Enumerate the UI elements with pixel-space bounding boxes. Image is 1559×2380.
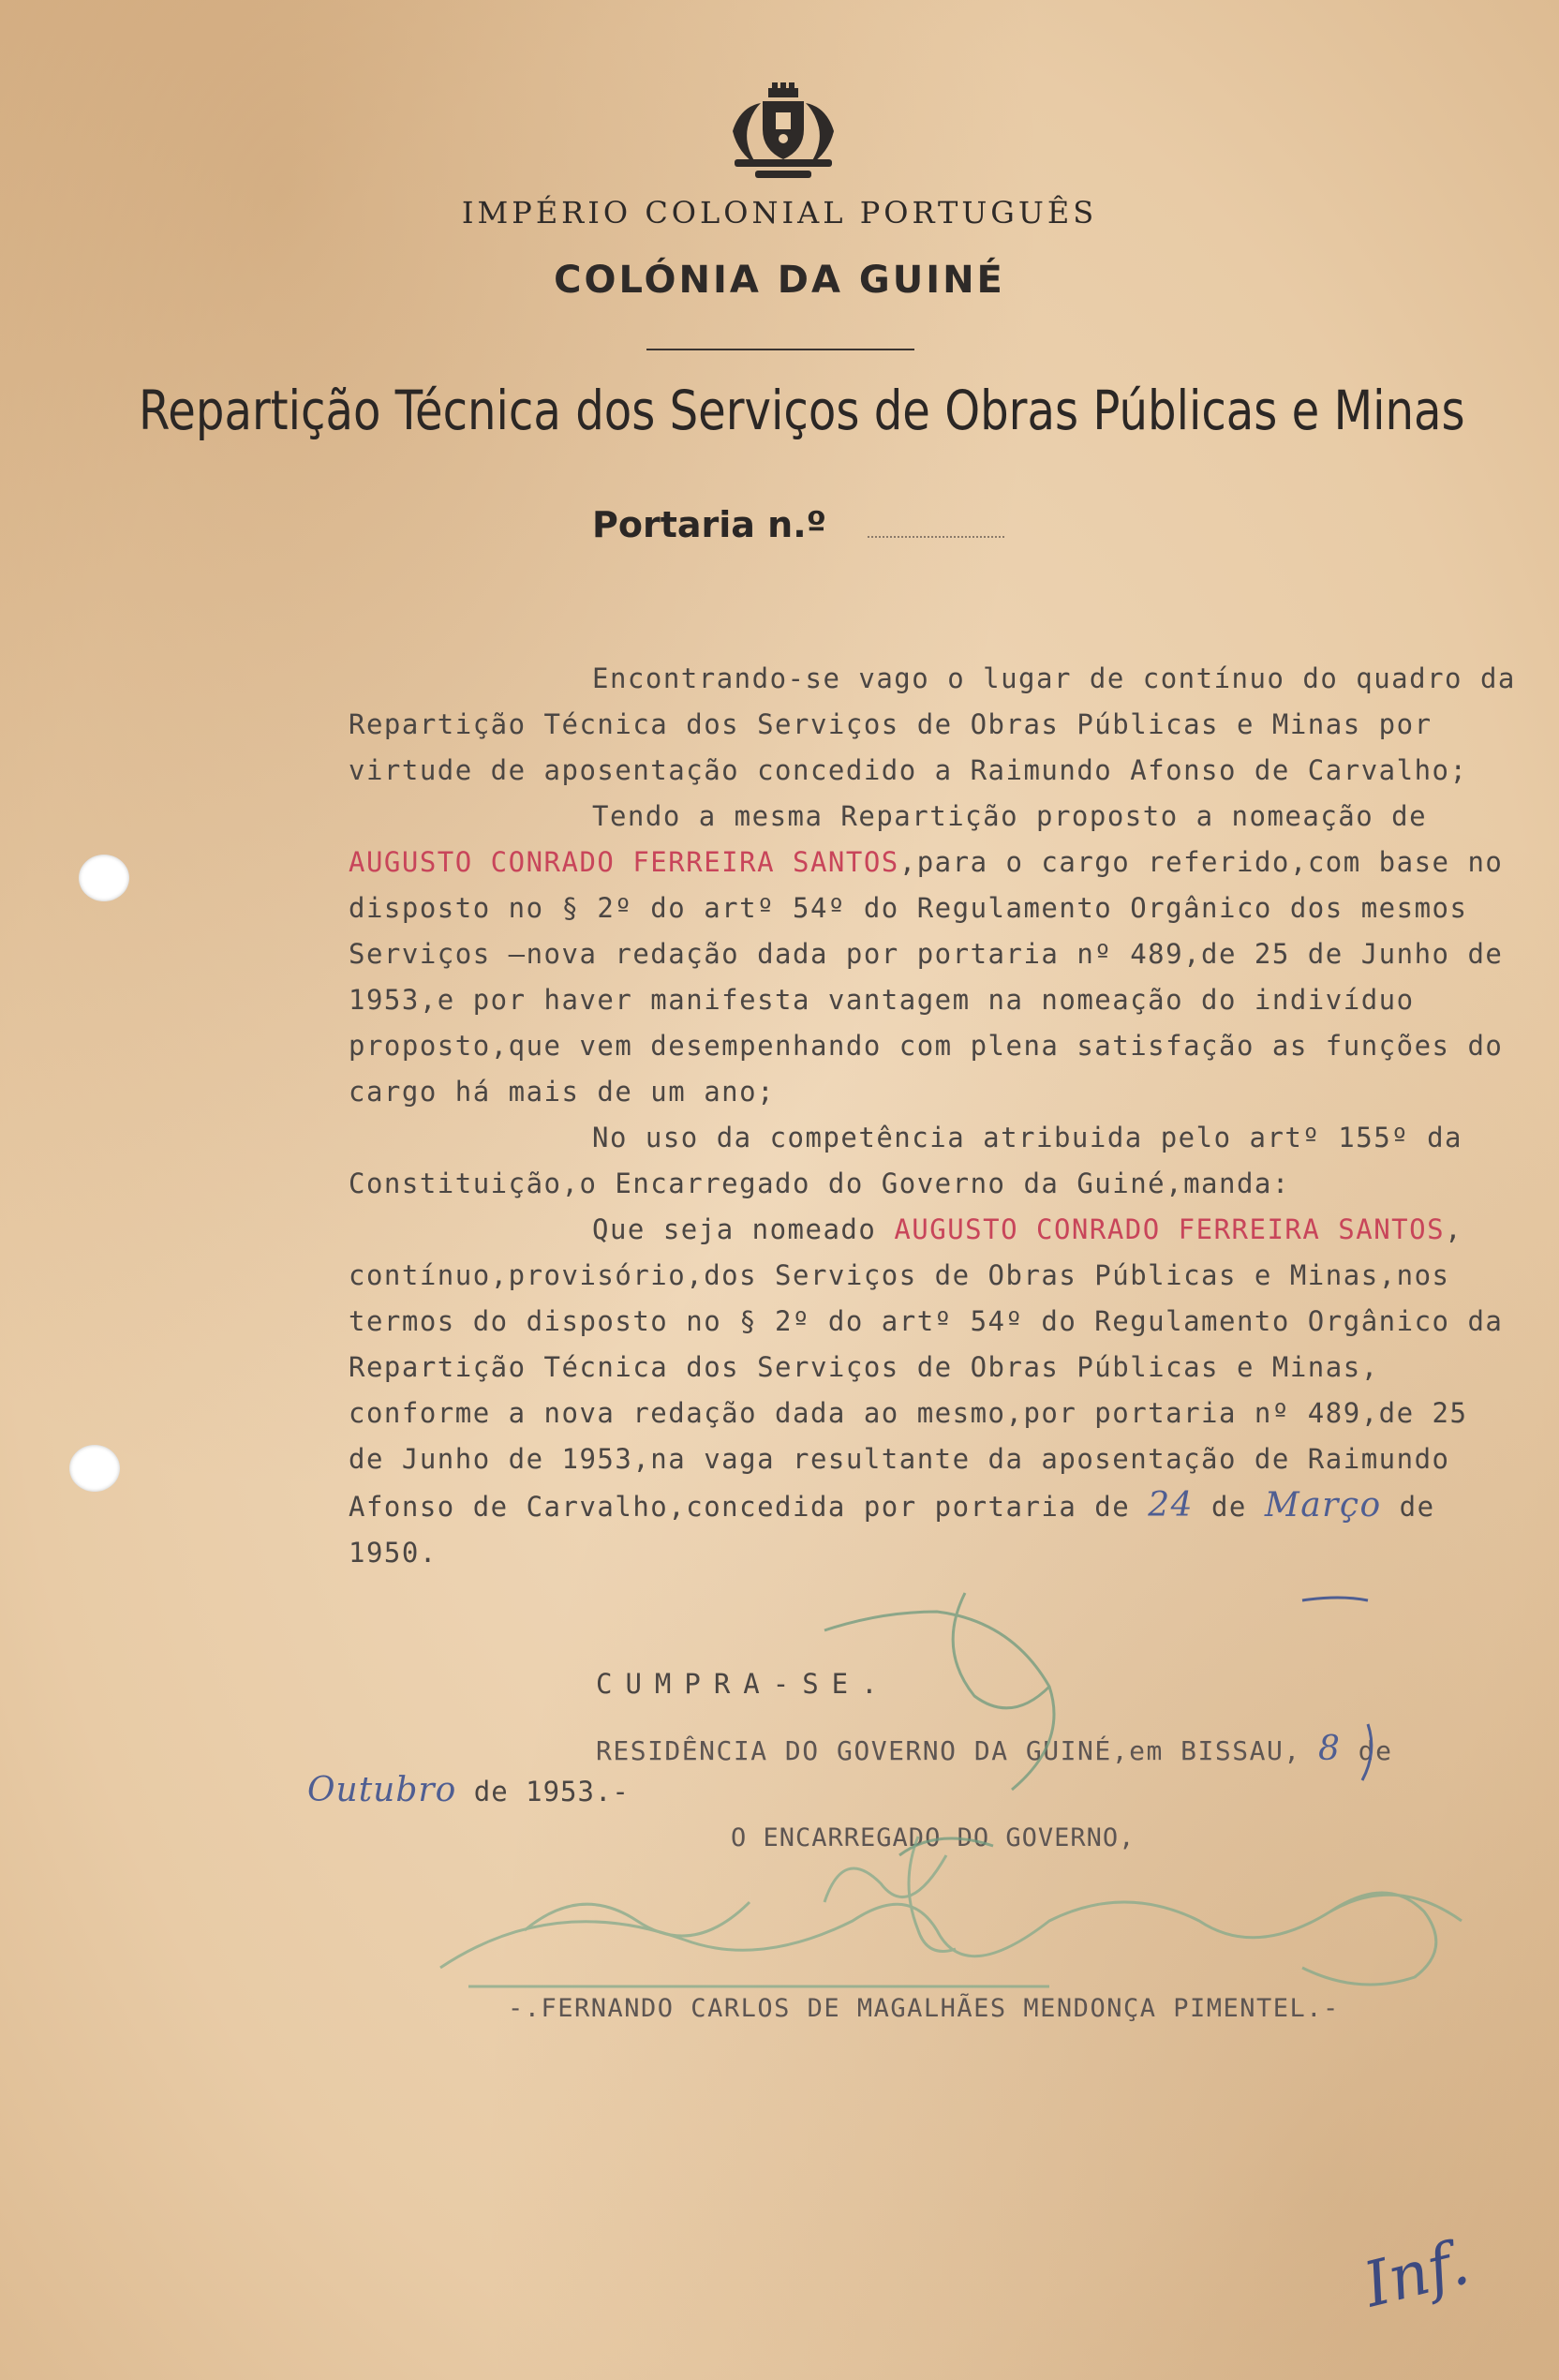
residence-text: RESIDÊNCIA DO GOVERNO DA GUINÉ,em BISSAU, (596, 1735, 1301, 1766)
portaria-number-label: Portaria n.º (592, 504, 827, 545)
cumpra-se: CUMPRA-SE. (596, 1668, 891, 1700)
document-body (349, 656, 1520, 1576)
handwritten-date-month: Outubro (307, 1771, 457, 1809)
punch-hole-top (79, 855, 129, 901)
header-divider (646, 349, 914, 350)
handwritten-month: Março (1264, 1486, 1382, 1525)
paragraph-order (349, 1207, 1520, 1576)
paragraph-vacancy: Encontrando-se vago o lugar de contínuo do quadro da Repartição Técnica dos Serviços de Obras Públicas e Minas por virtude de aposentação concedido a Raimundo Afonso de Carvalho; (349, 662, 1516, 786)
handwritten-annotation: Inf. (1357, 2225, 1477, 2322)
paragraph-competence: No uso da competência atribuida pelo artº 155º da Constituição,o Encarregado do Governo da Guiné,manda: (349, 1122, 1463, 1199)
date-year: de 1953.- (456, 1776, 630, 1807)
handwritten-date-day: 8 (1318, 1730, 1342, 1768)
nominee-name: AUGUSTO CONRADO FERREIRA SANTOS (349, 846, 899, 878)
header-colonia: COLÓNIA DA GUINÉ (554, 259, 1005, 302)
date-line (307, 1771, 630, 1809)
header-reparticao: Repartição Técnica dos Serviços de Obras Públicas e Minas (139, 379, 1465, 442)
proposal-rest: ,para o cargo referido,com base no disposto no § 2º do artº 54º do Regulamento Orgânico dos mesmos Serviços —nova redação dada por portaria nº 489,de 25 de Junho de 1953,e por haver manifesta vantagem na nomeação do indivíduo proposto,que vem desempenhando com plena satisfação as funções do cargo há mais de um ano; (349, 846, 1504, 1108)
order-year: de 1950. (349, 1491, 1435, 1569)
signatory-name: -.FERNANDO CARLOS DE MAGALHÃES MENDONÇA PIMENTEL.- (508, 1994, 1340, 2023)
encarregado-title: O ENCARREGADO DO GOVERNO, (731, 1823, 1136, 1852)
punch-hole-bottom (69, 1445, 120, 1492)
portaria-number-blank (868, 536, 1004, 538)
paragraph-proposal (349, 794, 1520, 1115)
green-signature-icon (440, 1837, 1462, 1986)
header-imperio: IMPÉRIO COLONIAL PORTUGUÊS (461, 195, 1098, 231)
order-de: de (1194, 1491, 1265, 1523)
green-stamp-icon (824, 1593, 1054, 1855)
order-rest: , contínuo,provisório,dos Serviços de Obras Públicas e Minas,nos termos do disposto no § 2º do artº 54º do Regulamento Orgânico da Repartição Técnica dos Serviços de Obras Públicas e Minas, conforme a nova redação dada ao mesmo,por portaria nº 489,de 25 de Junho de 1953,na vaga resultante da aposentação de Raimundo Afonso de Carvalho,concedida por portaria de (349, 1213, 1504, 1523)
residence-de: de (1341, 1735, 1393, 1766)
order-intro: Que seja nomeado (592, 1213, 895, 1245)
handwritten-day: 24 (1148, 1486, 1194, 1525)
proposal-intro: Tendo a mesma Repartição proposto a nomeação de (592, 800, 1428, 832)
appointee-name: AUGUSTO CONRADO FERREIRA SANTOS (894, 1213, 1446, 1245)
residence-line (596, 1730, 1393, 1768)
coat-of-arms-icon (727, 82, 839, 186)
